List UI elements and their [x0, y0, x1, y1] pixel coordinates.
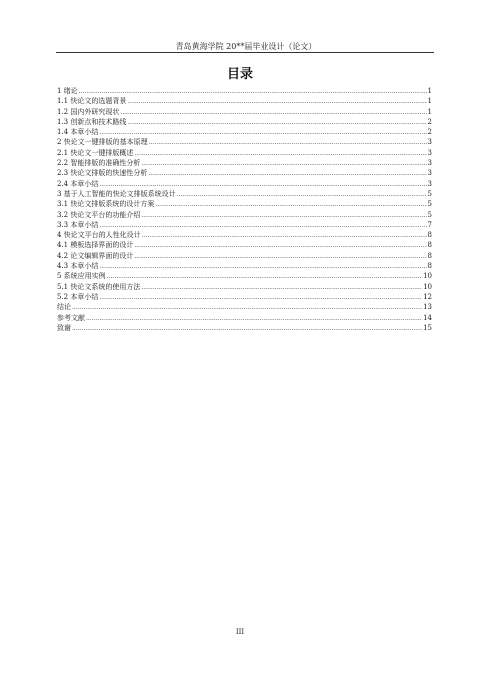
toc-dot-leader: [99, 262, 426, 272]
toc-entry-title: 2.4 本章小结: [57, 179, 99, 188]
toc-dot-leader: [120, 108, 426, 118]
toc-dot-leader: [99, 128, 426, 138]
toc-entry-title: 1.1 快论文的选题背景: [57, 97, 127, 106]
toc-entry[interactable]: [57, 210, 432, 220]
toc-entry[interactable]: [57, 230, 432, 240]
toc-dot-leader: [148, 169, 426, 179]
toc-dot-leader: [86, 314, 422, 324]
toc-entry-title: 2 快论文一键排版的基本原理: [57, 138, 148, 147]
toc-entry-page: 5: [427, 210, 432, 219]
toc-dot-leader: [99, 221, 426, 231]
toc-entry[interactable]: [57, 127, 432, 137]
toc-entry-title: 4.2 论文编辑界面的设计: [57, 251, 134, 260]
toc-entry-title: 5 系统应用实例: [57, 272, 106, 281]
page-number: III: [235, 628, 245, 636]
toc-entry[interactable]: [57, 292, 432, 302]
toc-entry-title: 4 快论文平台的人性化设计: [57, 231, 141, 240]
toc-entry-title: 1.4 本章小结: [57, 128, 99, 137]
toc-entry[interactable]: [57, 199, 432, 209]
toc-entry-title: 3.2 快论文平台的功能介绍: [57, 210, 141, 219]
toc-entry[interactable]: [57, 96, 432, 106]
toc-entry-page: 1: [427, 107, 432, 116]
toc-dot-leader: [155, 200, 426, 210]
toc-entry[interactable]: [57, 271, 432, 281]
toc-entry-title: 3.1 快论文排版系统的设计方案: [57, 200, 155, 209]
toc-entry-page: 15: [423, 323, 432, 332]
toc-entry[interactable]: [57, 137, 432, 147]
page-title: 目录: [226, 67, 253, 82]
toc-entry[interactable]: [57, 179, 432, 189]
toc-dot-leader: [127, 97, 426, 107]
toc-entry[interactable]: [57, 251, 432, 261]
toc-dot-leader: [107, 272, 422, 282]
toc-dot-leader: [72, 324, 422, 334]
toc-dot-leader: [79, 87, 427, 97]
toc-entry-page: 13: [423, 303, 432, 312]
toc-dot-leader: [72, 303, 422, 313]
toc-entry[interactable]: [57, 261, 432, 271]
page-header: 青岛黄海学院 20**届毕业设计（论文）: [175, 42, 317, 51]
table-of-contents: [57, 86, 432, 333]
toc-entry-page: 10: [423, 272, 432, 281]
toc-entry[interactable]: [57, 86, 432, 96]
toc-entry-title: 5.2 本章小结: [57, 292, 99, 301]
toc-entry-title: 参考文献: [57, 313, 85, 322]
toc-entry-page: 2: [427, 117, 432, 126]
toc-entry-page: 3: [427, 138, 432, 147]
toc-dot-leader: [127, 118, 426, 128]
toc-dot-leader: [149, 138, 427, 148]
toc-entry[interactable]: [57, 220, 432, 230]
toc-entry-page: 8: [427, 251, 432, 260]
toc-entry-title: 3.3 本章小结: [57, 220, 99, 229]
toc-entry[interactable]: [57, 189, 432, 199]
toc-entry-page: 10: [423, 282, 432, 291]
toc-entry-page: 12: [423, 292, 432, 301]
toc-entry-page: 14: [423, 313, 432, 322]
toc-dot-leader: [134, 149, 426, 159]
toc-entry[interactable]: [57, 302, 432, 312]
toc-entry-page: 2: [427, 128, 432, 137]
toc-dot-leader: [99, 293, 422, 303]
toc-entry-title: 1.3 创新点和技术路线: [57, 117, 127, 126]
toc-entry-page: 7: [427, 220, 432, 229]
toc-entry-page: 1: [427, 97, 432, 106]
toc-entry-page: 3: [427, 159, 432, 168]
toc-entry[interactable]: [57, 158, 432, 168]
toc-entry-page: 3: [427, 179, 432, 188]
toc-entry-title: 4.3 本章小结: [57, 262, 99, 271]
toc-entry[interactable]: [57, 107, 432, 117]
toc-entry-page: 3: [427, 148, 432, 157]
toc-entry-page: 1: [427, 87, 432, 95]
toc-entry[interactable]: [57, 148, 432, 158]
toc-entry-title: 3 基于人工智能的快论文排版系统设计: [57, 189, 176, 198]
toc-entry-page: 8: [427, 262, 432, 271]
toc-entry-title: 1.2 国内外研究现状: [57, 107, 120, 116]
toc-dot-leader: [134, 241, 426, 251]
toc-dot-leader: [141, 283, 422, 293]
toc-entry-page: 3: [427, 169, 432, 178]
toc-entry-title: 2.1 快论文一键排版概述: [57, 148, 134, 157]
toc-entry[interactable]: [57, 282, 432, 292]
toc-entry-title: 2.2 智能排版的准确性分析: [57, 159, 141, 168]
toc-entry-title: 4.1 模板选择界面的设计: [57, 241, 134, 250]
toc-entry-title: 1 绪论: [57, 87, 78, 95]
header-rule: [56, 52, 434, 53]
toc-entry[interactable]: [57, 117, 432, 127]
toc-entry-page: 8: [427, 231, 432, 240]
toc-entry[interactable]: [57, 240, 432, 250]
toc-entry-title: 2.3 快论文排版的快速性分析: [57, 169, 148, 178]
toc-entry-page: 8: [427, 241, 432, 250]
toc-entry-title: 致谢: [57, 323, 71, 332]
toc-entry[interactable]: [57, 313, 432, 323]
toc-dot-leader: [142, 231, 427, 241]
toc-entry-title: 5.1 快论文系统的使用方法: [57, 282, 141, 291]
toc-entry-page: 5: [427, 200, 432, 209]
toc-dot-leader: [141, 211, 426, 221]
toc-entry[interactable]: [57, 168, 432, 178]
toc-dot-leader: [134, 252, 426, 262]
toc-entry-title: 结论: [57, 303, 71, 312]
toc-entry-page: 5: [427, 189, 432, 198]
toc-dot-leader: [141, 159, 426, 169]
toc-dot-leader: [177, 190, 427, 200]
toc-entry[interactable]: [57, 323, 432, 333]
